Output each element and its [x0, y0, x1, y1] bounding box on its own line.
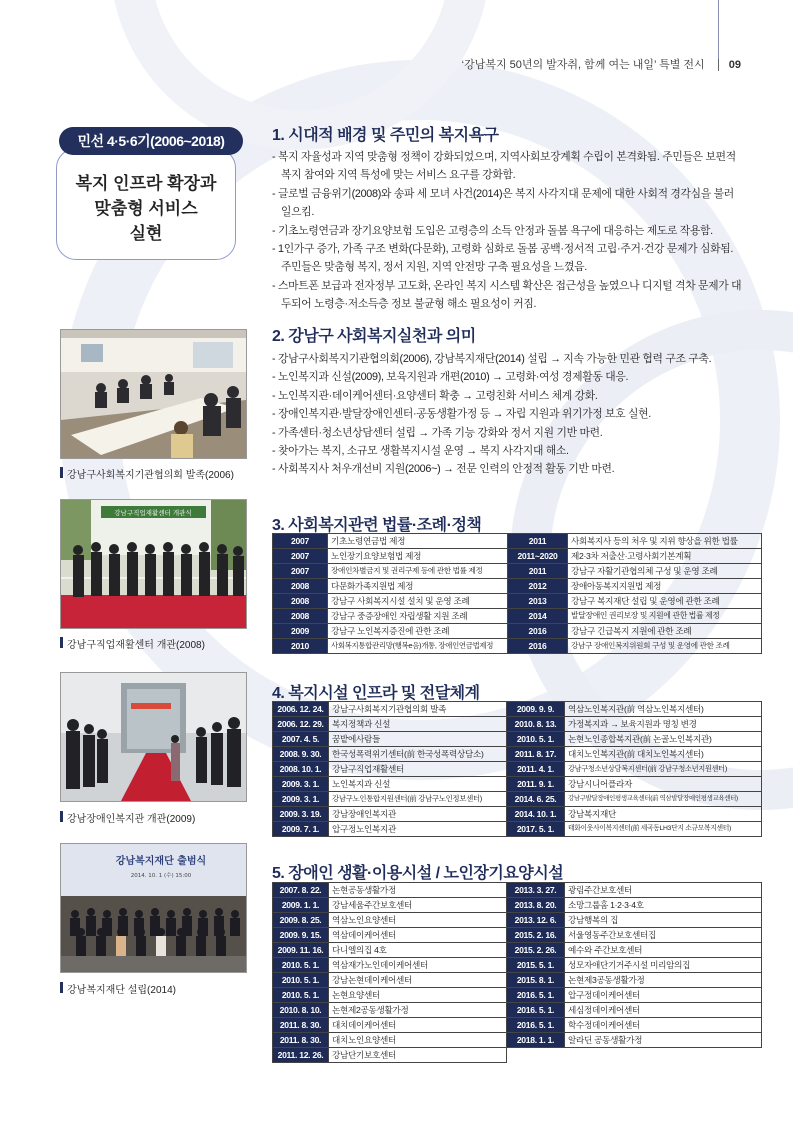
bullet: - 사회복지사 처우개선비 지원(2006~) → 전문 인력의 안정적 활동 기반 마련.	[272, 463, 615, 476]
item-cell: 논현공동생활가정	[329, 883, 507, 898]
exhibition-title: ‘강남복지 50년의 발자취, 함께 여는 내일’ 특별 전시	[461, 59, 705, 71]
year-cell: 2007	[273, 534, 328, 549]
item-cell: 대치노인복지관(前 대치노인복지센터)	[565, 747, 762, 762]
year-cell: 2016	[508, 624, 568, 639]
date-cell: 2013. 12. 6.	[507, 913, 565, 928]
section-4-title: 4. 복지시설 인프라 및 전달체계	[272, 685, 480, 702]
date-cell: 2018. 1. 1.	[507, 1033, 565, 1048]
photo-banner-text: 강남복지재단 출범식	[115, 856, 207, 867]
section-1-title: 1. 시대적 배경 및 주민의 복지욕구	[272, 127, 499, 144]
table-row	[273, 609, 762, 624]
date-cell: 2011. 8. 17.	[507, 747, 565, 762]
section-2-title: 2. 강남구 사회복지실천과 의미	[272, 328, 476, 345]
table-row	[273, 1048, 762, 1063]
year-cell: 2013	[508, 594, 568, 609]
photo-welfare-foundation-launch	[60, 843, 247, 973]
date-cell: 2013. 3. 27.	[507, 883, 565, 898]
item-cell: 강남구청소년상담복지센터(前 강남구청소년지원센터)	[565, 762, 762, 777]
item-cell: 세심정데이케어센터	[565, 1003, 762, 1018]
year-cell: 2007	[273, 549, 328, 564]
date-cell: 2009. 11. 16.	[273, 943, 329, 958]
section-1-bullets	[272, 148, 742, 314]
bullet: - 1인가구 증가, 가족 구조 변화(다문화), 고령화 심화로 돌봄 공백·정서적 고립·주거·건강 문제가 심화됨.주민들은 맞춤형 복지, 정서 지원, 지역 안전망 구축 필요성을 느꼈음.	[272, 243, 734, 274]
table-row	[273, 564, 762, 579]
item-cell: 복지정책과 신설	[329, 717, 507, 732]
item-cell: 성모자애단기거주시설 미리암의집	[565, 958, 762, 973]
item-cell: 소망그룹홈 1·2·3·4호	[565, 898, 762, 913]
item-cell: 발달장애인 권리보장 및 지원에 관한 법률 제정	[568, 609, 762, 624]
section-2-bullets	[272, 350, 742, 479]
table-row	[273, 777, 762, 792]
item-cell: 대치노인요양센터	[329, 1033, 507, 1048]
table-row	[273, 883, 762, 898]
photo-welfare-council-launch	[60, 329, 247, 459]
item-cell: 사회복지통합관리망(행복e음)개통, 장애인연금법제정	[328, 639, 508, 654]
item-cell: 노인장기요양보험법 제정	[328, 549, 508, 564]
date-cell: 2006. 12. 29.	[273, 717, 329, 732]
date-cell: 2016. 5. 1.	[507, 1003, 565, 1018]
item-cell: 꿈밭에사람들	[329, 732, 507, 747]
laws-table	[272, 533, 762, 654]
item-cell: 논현노인종합복지관(前 논골노인복지관)	[565, 732, 762, 747]
item-cell: 제2·3차 저출산·고령사회기본계획	[568, 549, 762, 564]
table-row	[273, 1018, 762, 1033]
page-number: 09	[718, 59, 741, 71]
era-theme-box: 복지 인프라 확장과 맞춤형 서비스 실현	[56, 148, 236, 260]
date-cell: 2015. 2. 16.	[507, 928, 565, 943]
year-cell: 2010	[273, 639, 328, 654]
item-cell: 강남구 사회복지시설 설치 및 운영 조례	[328, 594, 508, 609]
bullet: - 찾아가는 복지, 소규모 생활복지시설 운영 → 복지 사각지대 해소.	[272, 445, 569, 458]
item-cell: 예수와 주간보호센터	[565, 943, 762, 958]
year-cell: 2014	[508, 609, 568, 624]
item-cell: 사회복지사 등의 처우 및 지위 향상을 위한 법률	[568, 534, 762, 549]
date-cell: 2009. 3. 19.	[273, 807, 329, 822]
year-cell: 2011~2020	[508, 549, 568, 564]
photo-vocational-center-opening	[60, 499, 247, 629]
item-cell: 논현요양센터	[329, 988, 507, 1003]
photo-banner-text: 강남구직업재활센터 개관식	[114, 509, 192, 517]
table-row	[273, 732, 762, 747]
item-cell: 역삼데이케어센터	[329, 928, 507, 943]
section-5-title: 5. 장애인 생활·이용시설 / 노인장기요양시설	[272, 865, 564, 882]
table-row	[273, 549, 762, 564]
item-cell: 역삼노인요양센터	[329, 913, 507, 928]
table-row	[273, 639, 762, 654]
year-cell: 2008	[273, 594, 328, 609]
year-cell: 2007	[273, 564, 328, 579]
item-cell: 대치데이케어센터	[329, 1018, 507, 1033]
item-cell: 강남구사회복지기관협의회 발족	[329, 702, 507, 717]
item-cell: 압구정데이케어센터	[565, 988, 762, 1003]
item-cell: 강남구 긴급복지 지원에 관한 조례	[568, 624, 762, 639]
item-cell: 압구정노인복지관	[329, 822, 507, 837]
item-cell: 강남구발달장애인평생교육센터(前 역삼발달장애인평생교육센터)	[565, 792, 762, 807]
table-row	[273, 913, 762, 928]
table-row	[273, 717, 762, 732]
year-cell: 2009	[273, 624, 328, 639]
item-cell: 알라딘 공동생활가정	[565, 1033, 762, 1048]
date-cell: 2009. 9. 9.	[507, 702, 565, 717]
facilities-table	[272, 701, 762, 837]
empty-cell	[507, 1048, 565, 1063]
year-cell: 2008	[273, 579, 328, 594]
item-cell: 강남시니어플라자	[565, 777, 762, 792]
table-row	[273, 973, 762, 988]
table-row	[273, 958, 762, 973]
bullet: - 가족센터·청소년상담센터 설립 → 가족 기능 강화와 정서 지원 기반 마련.	[272, 426, 603, 439]
photo-caption: 강남장애인복지관 개관(2009)	[60, 810, 195, 825]
item-cell: 강남세움주간보호센터	[329, 898, 507, 913]
table-row	[273, 594, 762, 609]
table-row	[273, 898, 762, 913]
year-cell: 2016	[508, 639, 568, 654]
table-row	[273, 1033, 762, 1048]
item-cell: 강남구 노인복지증진에 관한 조례	[328, 624, 508, 639]
date-cell: 2009. 8. 25.	[273, 913, 329, 928]
item-cell: 다문화가족지원법 제정	[328, 579, 508, 594]
item-cell: 논현제3공동생활가정	[565, 973, 762, 988]
year-cell: 2011	[508, 564, 568, 579]
date-cell: 2014. 6. 25.	[507, 792, 565, 807]
item-cell: 강남단기보호센터	[329, 1048, 507, 1063]
table-row	[273, 928, 762, 943]
table-row	[273, 1003, 762, 1018]
item-cell: 강남복지재단	[565, 807, 762, 822]
date-cell: 2011. 4. 1.	[507, 762, 565, 777]
item-cell: 기초노령연금법 제정	[328, 534, 508, 549]
item-cell: 광림주간보호센터	[565, 883, 762, 898]
date-cell: 2008. 10. 1.	[273, 762, 329, 777]
photo-banner-date: 2014. 10. 1 (수) 15:00	[130, 873, 192, 879]
date-cell: 2010. 8. 10.	[273, 1003, 329, 1018]
photo-disabled-welfare-center-opening	[60, 672, 247, 802]
table-row	[273, 534, 762, 549]
date-cell: 2009. 9. 15.	[273, 928, 329, 943]
date-cell: 2009. 3. 1.	[273, 792, 329, 807]
item-cell: 논현제2공동생활가정	[329, 1003, 507, 1018]
date-cell: 2011. 12. 26.	[273, 1048, 329, 1063]
date-cell: 2014. 10. 1.	[507, 807, 565, 822]
date-cell: 2011. 8. 30.	[273, 1033, 329, 1048]
page-header	[462, 56, 741, 72]
year-cell: 2011	[508, 534, 568, 549]
item-cell: 장애인차별금지 및 권리구제 등에 관한 법률 제정	[328, 564, 508, 579]
date-cell: 2009. 3. 1.	[273, 777, 329, 792]
photo-caption: 강남구사회복지기관협의회 발족(2006)	[60, 466, 234, 481]
item-cell: 강남구직업재활센터	[329, 762, 507, 777]
photo-caption: 강남구직업재활센터 개관(2008)	[60, 636, 205, 651]
date-cell: 2010. 5. 1.	[507, 732, 565, 747]
table-row	[273, 747, 762, 762]
item-cell: 강남행복의 집	[565, 913, 762, 928]
bullet: - 스마트폰 보급과 전자정부 고도화, 온라인 복지 시스템 확산은 접근성을 높였으나 디지털 격차 문제가 대두되어 노령층·저소득층 정보 불균형 해소 필요성이 커짐.	[272, 279, 742, 311]
table-row	[273, 762, 762, 777]
date-cell: 2010. 8. 13.	[507, 717, 565, 732]
date-cell: 2007. 4. 5.	[273, 732, 329, 747]
date-cell: 2007. 8. 22.	[273, 883, 329, 898]
date-cell: 2011. 9. 1.	[507, 777, 565, 792]
item-cell: 다니엘의집 4호	[329, 943, 507, 958]
date-cell: 2015. 2. 26.	[507, 943, 565, 958]
item-cell: 태화이웃사이복지센터(前 세곡동LH3단지 소규모복지센터)	[565, 822, 762, 837]
bullet: - 기초노령연금과 장기요양보험 도입은 고령층의 소득 안정과 돌봄 욕구에 대응하는 제도로 작용함.	[272, 224, 713, 237]
date-cell: 2017. 5. 1.	[507, 822, 565, 837]
date-cell: 2016. 5. 1.	[507, 988, 565, 1003]
table-row	[273, 822, 762, 837]
era-badge: 민선 4·5·6기(2006~2018)	[59, 127, 243, 155]
photo-caption: 강남복지재단 설립(2014)	[60, 981, 176, 996]
date-cell: 2006. 12. 24.	[273, 702, 329, 717]
item-cell: 서울영동주간보호센터집	[565, 928, 762, 943]
bullet: - 복지 자율성과 지역 맞춤형 정책이 강화되었으며, 지역사회보장계획 수립이 본격화됨. 주민들은 보편적 복지 참여와 지역 특성에 맞는 서비스 요구를 강화함.	[272, 151, 736, 182]
date-cell: 2010. 5. 1.	[273, 958, 329, 973]
item-cell: 강남구 자활기관협의체 구성 및 운영 조례	[568, 564, 762, 579]
item-cell: 강남장애인복지관	[329, 807, 507, 822]
date-cell: 2016. 5. 1.	[507, 1018, 565, 1033]
table-row	[273, 624, 762, 639]
item-cell: 강남구 장애인복지위원회 구성 및 운영에 관한 조례	[568, 639, 762, 654]
empty-cell	[565, 1048, 762, 1063]
date-cell: 2009. 1. 1.	[273, 898, 329, 913]
item-cell: 역삼노인복지관(前 역삼노인복지센터)	[565, 702, 762, 717]
table-row	[273, 792, 762, 807]
bullet: - 장애인복지관·발달장애인센터·공동생활가정 등 → 자립 지원과 위기가정 보호 실현.	[272, 408, 651, 421]
date-cell: 2009. 7. 1.	[273, 822, 329, 837]
care-facilities-table	[272, 882, 762, 1063]
bullet: - 노인복지과 신설(2009), 보육지원과 개편(2010) → 고령화·여성 경제활동 대응.	[272, 371, 629, 384]
table-row	[273, 988, 762, 1003]
table-row	[273, 943, 762, 958]
bullet: - 글로벌 금융위기(2008)와 송파 세 모녀 사건(2014)은 복지 사각지대 문제에 대한 사회적 경각심을 불러일으킴.	[272, 187, 734, 219]
section-3-title: 3. 사회복지관련 법률·조례·정책	[272, 517, 482, 534]
item-cell: 장애아동복지지원법 제정	[568, 579, 762, 594]
item-cell: 한국성폭력위기센터(前 한국성폭력상담소)	[329, 747, 507, 762]
item-cell: 강남구노인통합지원센터(前 강남구노인정보센터)	[329, 792, 507, 807]
year-cell: 2008	[273, 609, 328, 624]
table-row	[273, 702, 762, 717]
date-cell: 2010. 5. 1.	[273, 973, 329, 988]
date-cell: 2013. 8. 20.	[507, 898, 565, 913]
table-row	[273, 579, 762, 594]
item-cell: 역삼재가노인데이케어센터	[329, 958, 507, 973]
item-cell: 학수정데이케어센터	[565, 1018, 762, 1033]
date-cell: 2015. 5. 1.	[507, 958, 565, 973]
item-cell: 강남구 복지재단 설립 및 운영에 관한 조례	[568, 594, 762, 609]
date-cell: 2015. 8. 1.	[507, 973, 565, 988]
item-cell: 가정복지과 → 보육지원과 명칭 변경	[565, 717, 762, 732]
bullet: - 강남구사회복지기관협의회(2006), 강남복지재단(2014) 설립 → 지속 가능한 민관 협력 구조 구축.	[272, 353, 712, 365]
date-cell: 2010. 5. 1.	[273, 988, 329, 1003]
date-cell: 2011. 8. 30.	[273, 1018, 329, 1033]
bullet: - 노인복지관·데이케어센터·요양센터 확충 → 고령친화 서비스 체계 강화.	[272, 389, 598, 402]
item-cell: 강남논현데이케어센터	[329, 973, 507, 988]
year-cell: 2012	[508, 579, 568, 594]
table-row	[273, 807, 762, 822]
date-cell: 2008. 9. 30.	[273, 747, 329, 762]
item-cell: 노인복지과 신설	[329, 777, 507, 792]
item-cell: 강남구 중증장애인 자립생활 지원 조례	[328, 609, 508, 624]
